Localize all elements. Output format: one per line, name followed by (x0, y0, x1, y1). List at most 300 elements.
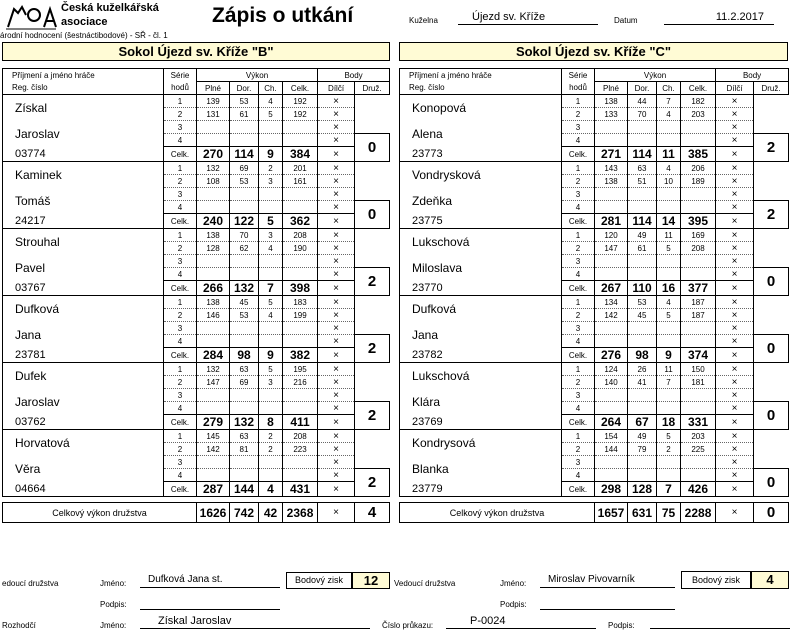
serie-number: 1 (562, 162, 595, 175)
player-total-cell: 16 (657, 281, 681, 296)
player-total-cell: 114 (628, 147, 657, 162)
serie-cell: 49 (628, 229, 657, 242)
serie-cell: 189 (681, 175, 716, 188)
serie-number: 1 (164, 229, 197, 242)
serie-cell: 181 (681, 376, 716, 389)
serie-cell: 138 (197, 296, 230, 309)
player-name: Tomáš (3, 188, 164, 214)
table-row (400, 255, 789, 268)
serie-number: 4 (562, 201, 595, 214)
player-points: 0 (754, 469, 789, 497)
serie-cell (197, 268, 230, 281)
kuzelna-value: Újezd sv. Kříže (458, 11, 598, 25)
serie-cell (681, 402, 716, 415)
serie-number: 2 (562, 242, 595, 255)
serie-cell (230, 201, 259, 214)
player-total-cell: 271 (595, 147, 628, 162)
col-header-dilci: Dílčí (716, 82, 754, 95)
x-mark: × (716, 201, 754, 214)
serie-cell (283, 188, 318, 201)
player-total-cell: 384 (283, 147, 318, 162)
player-reg: 23782 (400, 348, 562, 363)
serie-number: 1 (164, 162, 197, 175)
serie-cell: 120 (595, 229, 628, 242)
serie-cell (628, 121, 657, 134)
serie-cell (628, 389, 657, 402)
serie-cell (230, 255, 259, 268)
x-mark: × (716, 376, 754, 389)
x-mark: × (716, 469, 754, 482)
serie-number: 3 (164, 188, 197, 201)
x-mark: × (318, 108, 355, 121)
serie-cell: 5 (657, 242, 681, 255)
x-mark: × (318, 281, 355, 296)
x-mark: × (716, 134, 754, 147)
player-name: Věra (3, 456, 164, 482)
serie-cell (259, 389, 283, 402)
serie-cell (283, 134, 318, 147)
celk-row-label: Celk. (562, 415, 595, 430)
col-header-ch: Ch. (259, 82, 283, 95)
serie-number: 1 (164, 296, 197, 309)
x-mark: × (716, 162, 754, 175)
serie-cell: 131 (197, 108, 230, 121)
serie-number: 4 (164, 134, 197, 147)
player-surname: Vondrysková (400, 162, 562, 188)
serie-cell (197, 456, 230, 469)
table-row (400, 214, 789, 229)
home-podpis-line (140, 596, 280, 610)
col-header-reg: Reg. číslo (400, 82, 562, 95)
serie-number: 3 (164, 121, 197, 134)
x-mark: × (318, 363, 355, 376)
player-total-cell: 374 (681, 348, 716, 363)
table-row (3, 147, 390, 162)
col-header-plne: Plné (197, 82, 230, 95)
serie-cell: 182 (681, 95, 716, 108)
player-reg: 24217 (3, 214, 164, 229)
x-mark: × (318, 456, 355, 469)
team-total-cell: 1626 (197, 503, 230, 523)
celk-row-label: Celk. (164, 415, 197, 430)
serie-cell: 108 (197, 175, 230, 188)
serie-number: 2 (164, 309, 197, 322)
serie-cell: 147 (595, 242, 628, 255)
home-vedouci-label: edoucí družstva (2, 579, 59, 588)
player-total-cell: 5 (259, 214, 283, 229)
table-row (3, 95, 390, 108)
player-points: 0 (754, 268, 789, 296)
serie-cell (657, 188, 681, 201)
x-mark: × (716, 281, 754, 296)
player-total-cell: 132 (230, 415, 259, 430)
player-total-cell: 4 (259, 482, 283, 497)
table-row (400, 147, 789, 162)
serie-cell: 144 (595, 443, 628, 456)
x-mark: × (318, 201, 355, 214)
player-surname: Získal (3, 95, 164, 121)
serie-cell (595, 134, 628, 147)
player-total-cell: 264 (595, 415, 628, 430)
serie-cell (628, 335, 657, 348)
serie-number: 3 (562, 121, 595, 134)
x-mark: × (716, 121, 754, 134)
player-total-cell: 382 (283, 348, 318, 363)
rozhodci-jmeno-value: Získal Jaroslav (140, 615, 370, 629)
table-row (3, 255, 390, 268)
serie-cell: 142 (595, 309, 628, 322)
col-header-serie: Série (164, 69, 197, 82)
serie-number: 3 (164, 255, 197, 268)
player-total-cell: 8 (259, 415, 283, 430)
player-total-cell: 144 (230, 482, 259, 497)
serie-cell: 132 (197, 363, 230, 376)
x-mark: × (318, 162, 355, 175)
serie-cell (283, 335, 318, 348)
player-surname: Dufek (3, 363, 164, 389)
serie-cell: 4 (259, 309, 283, 322)
player-reg: 23775 (400, 214, 562, 229)
serie-cell: 3 (259, 175, 283, 188)
prukaz-value: P-0024 (446, 615, 596, 629)
serie-cell (197, 402, 230, 415)
x-mark: × (716, 482, 754, 497)
serie-number: 3 (562, 255, 595, 268)
x-mark: × (716, 188, 754, 201)
team-points: 0 (754, 503, 789, 523)
serie-cell (681, 134, 716, 147)
away-jmeno-label: Jméno: (500, 579, 527, 588)
player-reg: 23779 (400, 482, 562, 497)
serie-cell (197, 389, 230, 402)
serie-cell: 187 (681, 309, 716, 322)
player-name: Klára (400, 389, 562, 415)
serie-cell: 5 (657, 430, 681, 443)
player-name: Jaroslav (3, 121, 164, 147)
serie-cell (681, 188, 716, 201)
serie-cell (595, 201, 628, 214)
x-mark: × (318, 415, 355, 430)
player-surname: Dufková (3, 296, 164, 322)
serie-number: 1 (562, 363, 595, 376)
player-total-cell: 279 (197, 415, 230, 430)
serie-number: 2 (164, 443, 197, 456)
player-total-cell: 284 (197, 348, 230, 363)
table-row (3, 430, 390, 443)
serie-cell: 128 (197, 242, 230, 255)
col-header-name: Příjmení a jméno hráče (3, 69, 164, 82)
player-total-cell: 98 (230, 348, 259, 363)
serie-cell (283, 121, 318, 134)
table-row (400, 348, 789, 363)
serie-cell: 81 (230, 443, 259, 456)
kuzelna-label: Kuželna (409, 16, 438, 25)
x-mark: × (318, 175, 355, 188)
player-total-cell: 362 (283, 214, 318, 229)
x-mark: × (716, 255, 754, 268)
serie-cell (259, 402, 283, 415)
serie-cell (259, 121, 283, 134)
serie-cell (595, 389, 628, 402)
serie-cell (681, 268, 716, 281)
player-name: Miloslava (400, 255, 562, 281)
x-mark: × (318, 376, 355, 389)
table-row (3, 415, 390, 430)
x-mark: × (716, 296, 754, 309)
player-total-cell: 426 (681, 482, 716, 497)
serie-cell (230, 335, 259, 348)
subtitle: árodní hodnocení (šestnáctibodové) - SŘ - čl. 1 (0, 31, 168, 40)
player-reg: 03762 (3, 415, 164, 430)
x-mark: × (716, 147, 754, 162)
serie-cell (681, 335, 716, 348)
away-podpis-line (540, 596, 675, 610)
home-team-name: Sokol Újezd sv. Kříže "B" (2, 42, 390, 61)
serie-cell: 2 (259, 443, 283, 456)
table-row (400, 121, 789, 134)
serie-cell (197, 188, 230, 201)
x-mark: × (716, 363, 754, 376)
serie-cell (657, 268, 681, 281)
serie-cell: 3 (259, 229, 283, 242)
x-mark: × (716, 214, 754, 229)
col-header-dilci: Dílčí (318, 82, 355, 95)
away-jmeno-value: Miroslav Pivovarník (540, 574, 675, 588)
serie-cell (197, 322, 230, 335)
serie-cell: 216 (283, 376, 318, 389)
serie-cell (197, 469, 230, 482)
col-header-body: Body (318, 69, 390, 82)
table-row (400, 363, 789, 376)
x-mark: × (318, 443, 355, 456)
celk-row-label: Celk. (562, 147, 595, 162)
table-row (3, 121, 390, 134)
serie-cell: 2 (259, 430, 283, 443)
serie-cell (681, 121, 716, 134)
serie-cell: 7 (657, 376, 681, 389)
home-podpis-label: Podpis: (100, 600, 127, 609)
player-total-cell: 11 (657, 147, 681, 162)
x-mark: × (716, 430, 754, 443)
player-reg: 03767 (3, 281, 164, 296)
player-total-cell: 431 (283, 482, 318, 497)
x-mark: × (318, 268, 355, 281)
serie-cell (230, 121, 259, 134)
serie-cell (283, 389, 318, 402)
serie-cell (595, 469, 628, 482)
team-total-label: Celkový výkon družstva (400, 503, 595, 523)
logo (4, 3, 58, 31)
serie-cell (657, 402, 681, 415)
serie-number: 3 (164, 389, 197, 402)
serie-cell (681, 389, 716, 402)
away-team-name: Sokol Újezd sv. Kříže "C" (399, 42, 788, 61)
serie-number: 2 (562, 443, 595, 456)
serie-cell (628, 456, 657, 469)
rozhodci-jmeno-label: Jméno: (100, 621, 127, 630)
serie-cell (657, 322, 681, 335)
serie-cell (230, 456, 259, 469)
celk-row-label: Celk. (562, 482, 595, 497)
serie-cell (230, 322, 259, 335)
serie-cell: 203 (681, 108, 716, 121)
home-table-grid (2, 68, 390, 523)
serie-number: 2 (562, 376, 595, 389)
serie-number: 1 (562, 296, 595, 309)
serie-cell: 139 (197, 95, 230, 108)
serie-cell: 132 (197, 162, 230, 175)
serie-cell: 26 (628, 363, 657, 376)
serie-cell (230, 402, 259, 415)
serie-cell: 70 (230, 229, 259, 242)
serie-number: 2 (164, 175, 197, 188)
x-mark: × (318, 147, 355, 162)
datum-label: Datum (614, 16, 638, 25)
x-mark: × (318, 348, 355, 363)
serie-cell: 140 (595, 376, 628, 389)
away-bodovy-zisk-value: 4 (751, 571, 789, 589)
col-header-celk: Celk. (283, 82, 318, 95)
serie-number: 2 (164, 242, 197, 255)
serie-cell: 45 (230, 296, 259, 309)
x-mark: × (716, 443, 754, 456)
serie-cell (628, 402, 657, 415)
away-table-grid (399, 68, 789, 523)
table-row (3, 162, 390, 175)
player-total-cell: 395 (681, 214, 716, 229)
serie-cell: 53 (230, 175, 259, 188)
serie-number: 4 (562, 469, 595, 482)
serie-number: 3 (562, 389, 595, 402)
serie-cell (259, 456, 283, 469)
serie-cell: 143 (595, 162, 628, 175)
serie-cell (681, 469, 716, 482)
player-reg: 03774 (3, 147, 164, 162)
serie-cell: 183 (283, 296, 318, 309)
celk-row-label: Celk. (164, 348, 197, 363)
celk-row-label: Celk. (562, 214, 595, 229)
serie-cell (259, 322, 283, 335)
table-row (3, 348, 390, 363)
serie-cell: 69 (230, 162, 259, 175)
celk-row-label: Celk. (164, 214, 197, 229)
serie-cell (657, 389, 681, 402)
serie-cell: 150 (681, 363, 716, 376)
player-surname: Dufková (400, 296, 562, 322)
x-mark: × (318, 503, 355, 523)
player-points: 0 (754, 335, 789, 363)
serie-cell: 4 (657, 108, 681, 121)
x-mark: × (716, 389, 754, 402)
serie-number: 2 (562, 175, 595, 188)
team-points: 4 (355, 503, 390, 523)
table-row (400, 389, 789, 402)
col-header-druz: Druž. (355, 82, 390, 95)
x-mark: × (318, 188, 355, 201)
x-mark: × (318, 95, 355, 108)
col-header-dor: Dor. (230, 82, 259, 95)
serie-cell (681, 322, 716, 335)
serie-cell (628, 188, 657, 201)
player-total-cell: 331 (681, 415, 716, 430)
player-points: 0 (355, 134, 390, 162)
serie-cell (197, 201, 230, 214)
table-row (400, 296, 789, 309)
player-name: Jana (3, 322, 164, 348)
serie-cell: 124 (595, 363, 628, 376)
player-points: 2 (754, 134, 789, 162)
player-points: 0 (754, 402, 789, 430)
serie-cell (628, 255, 657, 268)
serie-number: 1 (562, 229, 595, 242)
serie-cell: 208 (283, 229, 318, 242)
serie-cell: 51 (628, 175, 657, 188)
serie-number: 4 (164, 402, 197, 415)
serie-cell: 4 (259, 242, 283, 255)
serie-number: 4 (562, 134, 595, 147)
x-mark: × (318, 242, 355, 255)
serie-cell (259, 134, 283, 147)
serie-number: 3 (164, 322, 197, 335)
player-total-cell: 67 (628, 415, 657, 430)
serie-cell (595, 121, 628, 134)
home-jmeno-value: Dufková Jana st. (140, 574, 280, 588)
away-bodovy-zisk-label: Bodový zisk (681, 571, 751, 589)
org-name-line1: Česká kuželkářská (61, 2, 159, 14)
col-header-druz: Druž. (754, 82, 789, 95)
serie-cell: 5 (657, 309, 681, 322)
serie-cell: 192 (283, 108, 318, 121)
player-total-cell: 377 (681, 281, 716, 296)
serie-cell: 4 (259, 95, 283, 108)
player-total-cell: 7 (657, 482, 681, 497)
serie-cell (230, 134, 259, 147)
serie-cell (283, 268, 318, 281)
serie-cell (657, 255, 681, 268)
serie-cell (657, 134, 681, 147)
serie-number: 1 (164, 363, 197, 376)
serie-cell (657, 201, 681, 214)
table-row (3, 229, 390, 242)
col-header-ch: Ch. (657, 82, 681, 95)
serie-cell (681, 456, 716, 469)
serie-cell: 154 (595, 430, 628, 443)
x-mark: × (318, 134, 355, 147)
serie-number: 3 (562, 322, 595, 335)
table-row (3, 322, 390, 335)
serie-cell (628, 469, 657, 482)
serie-cell: 134 (595, 296, 628, 309)
serie-number: 4 (164, 335, 197, 348)
celk-row-label: Celk. (562, 348, 595, 363)
player-total-cell: 114 (628, 214, 657, 229)
serie-cell: 11 (657, 363, 681, 376)
player-total-cell: 287 (197, 482, 230, 497)
table-row (400, 482, 789, 497)
serie-cell (259, 469, 283, 482)
away-vedouci-label: Vedoucí družstva (394, 579, 456, 588)
serie-cell: 5 (259, 296, 283, 309)
serie-cell: 187 (681, 296, 716, 309)
team-total-label: Celkový výkon družstva (3, 503, 197, 523)
player-name: Pavel (3, 255, 164, 281)
rozhodci-label: Rozhodčí (2, 621, 36, 630)
x-mark: × (318, 389, 355, 402)
team-total-cell: 2368 (283, 503, 318, 523)
x-mark: × (716, 309, 754, 322)
serie-cell (230, 188, 259, 201)
player-total-cell: 9 (259, 348, 283, 363)
